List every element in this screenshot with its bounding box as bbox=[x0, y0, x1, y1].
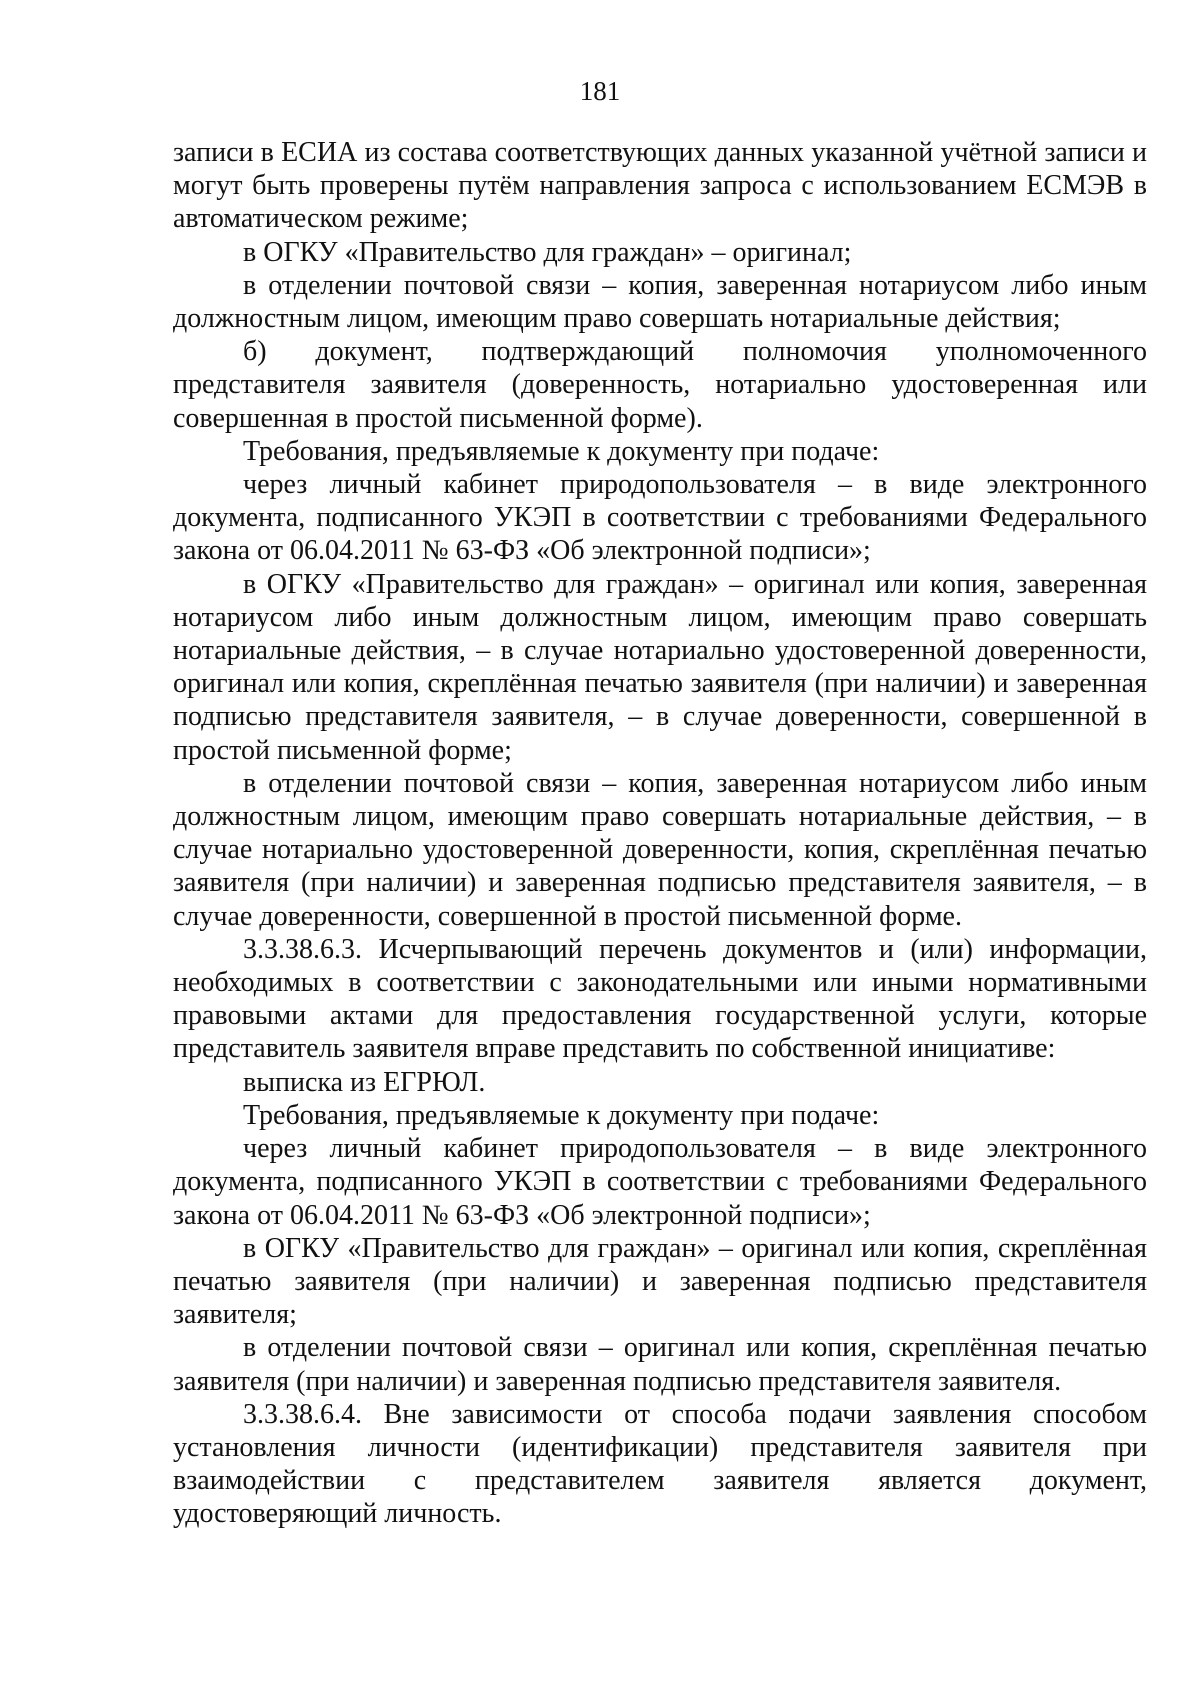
paragraph: в ОГКУ «Правительство для граждан» – оригинал или копия, заверенная нотариусом либо иным должностным лицом, имеющим право совершать нотариальные действия, – в случае нотариально удостоверенной доверенности, оригинал или копия, скреплённая печатью заявителя (при наличии) и заверенная подписью представителя заявителя, – в случае доверенности, совершенной в простой письменной форме; bbox=[173, 568, 1147, 766]
paragraph: выписка из ЕГРЮЛ. bbox=[243, 1066, 486, 1098]
paragraph: б) документ, подтверждающий полномочия уполномоченного представителя заявителя (доверенность, нотариально удостоверенная или совершенная в простой письменной форме). bbox=[173, 336, 1147, 434]
paragraph: Требования, предъявляемые к документу при подаче: bbox=[243, 435, 880, 467]
paragraph: через личный кабинет природопользователя – в виде электронного документа, подписанного УКЭП в соответствии с требованиями Федерального закона от 06.04.2011 № 63-ФЗ «Об электронной подписи»; bbox=[173, 469, 1147, 567]
paragraph: в отделении почтовой связи – копия, заверенная нотариусом либо иным должностным лицом, имеющим право совершать нотариальные действия, – в случае нотариально удостоверенной доверенности, копия, скреплённая печатью заявителя (при наличии) и заверенная подписью представителя заявителя, – в случае доверенности, совершенной в простой письменной форме. bbox=[173, 767, 1147, 932]
paragraph: в отделении почтовой связи – копия, заверенная нотариусом либо иным должностным лицом, имеющим право совершать нотариальные действия; bbox=[173, 269, 1147, 335]
paragraph: 3.3.38.6.3. Исчерпывающий перечень документов и (или) информации, необходимых в соответствии с законодательными или иными нормативными правовыми актами для предоставления государственной услуги, которые представитель заявителя вправе представить по собственной инициативе: bbox=[173, 933, 1147, 1065]
paragraph: 3.3.38.6.4. Вне зависимости от способа подачи заявления способом установления личности (идентификации) представителя заявителя при взаимодействии с представителем заявителя является документ, удостоверяющий личность. bbox=[173, 1398, 1147, 1530]
page-number: 181 bbox=[579, 76, 621, 106]
paragraph: Требования, предъявляемые к документу при подаче: bbox=[243, 1099, 880, 1131]
paragraph: через личный кабинет природопользователя – в виде электронного документа, подписанного УКЭП в соответствии с требованиями Федерального закона от 06.04.2011 № 63-ФЗ «Об электронной подписи»; bbox=[173, 1133, 1147, 1231]
document-body bbox=[173, 136, 1147, 1531]
paragraph: в ОГКУ «Правительство для граждан» – оригинал; bbox=[243, 236, 852, 268]
paragraph-continuation: записи в ЕСИА из состава соответствующих данных указанной учётной записи и могут быть проверены путём направления запроса с использованием ЕСМЭВ в автоматическом режиме; bbox=[173, 137, 1147, 235]
paragraph: в ОГКУ «Правительство для граждан» – оригинал или копия, скреплённая печатью заявителя (при наличии) и заверенная подписью представителя заявителя; bbox=[173, 1232, 1147, 1331]
paragraph: в отделении почтовой связи – оригинал или копия, скреплённая печатью заявителя (при наличии) и заверенная подписью представителя заявителя. bbox=[173, 1332, 1147, 1397]
